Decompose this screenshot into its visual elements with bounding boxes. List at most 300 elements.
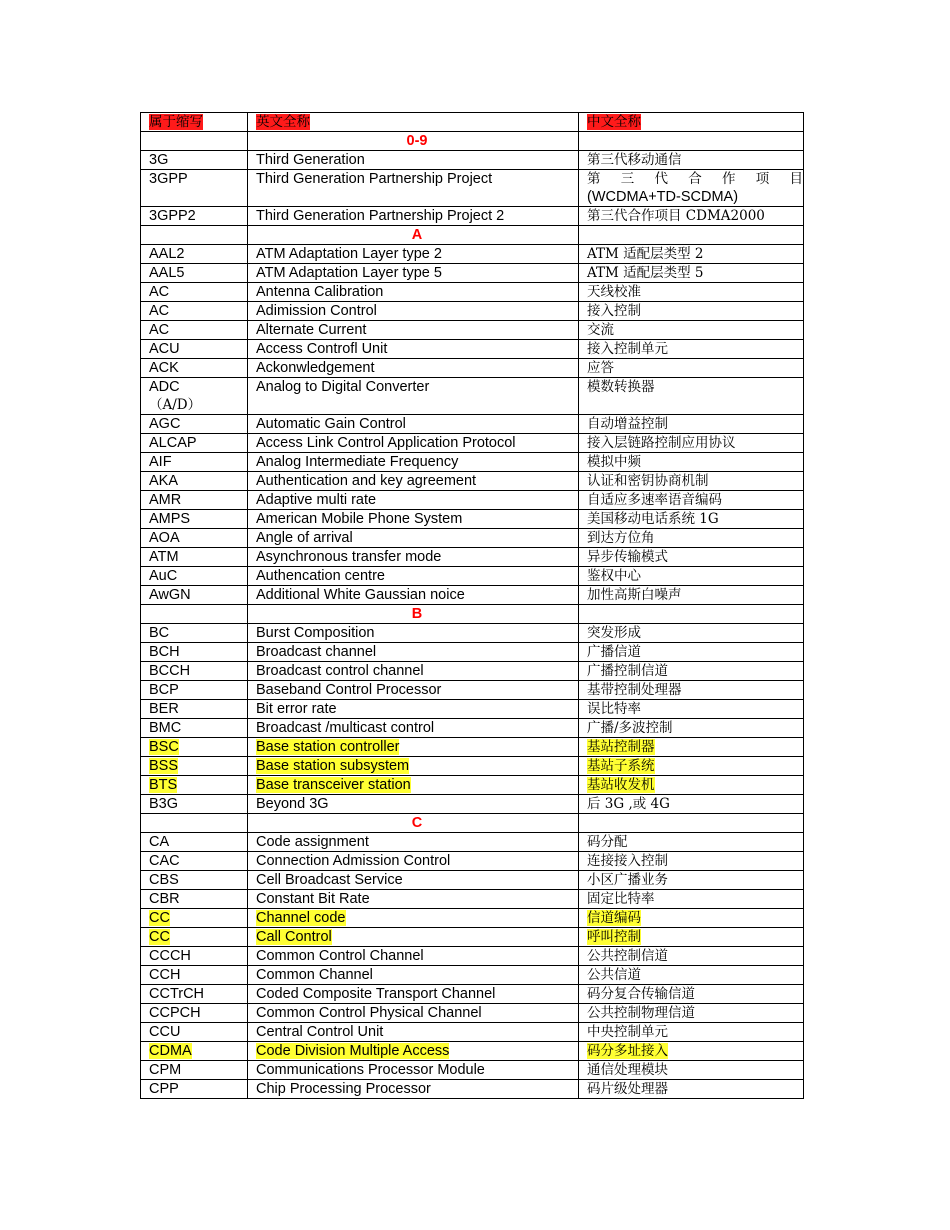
abbr-cell — [141, 1023, 248, 1042]
abbr-text: ADC — [149, 379, 180, 395]
abbr-text: AwGN — [149, 587, 191, 603]
table-row — [141, 170, 804, 207]
abbr-cell — [141, 643, 248, 662]
chinese-text: 广播信道 — [587, 644, 641, 660]
english-cell — [248, 529, 579, 548]
chinese-cell — [579, 909, 804, 928]
header-abbr-cell — [141, 113, 248, 132]
english-cell — [248, 1042, 579, 1061]
abbr-text: ALCAP — [149, 435, 197, 451]
chinese-text: 加性高斯白噪声 — [587, 587, 682, 603]
table-row — [141, 776, 804, 795]
english-text: Baseband Control Processor — [256, 682, 442, 698]
chinese-text: 广播/多波控制 — [587, 720, 673, 736]
english-cell — [248, 1061, 579, 1080]
abbr-text: ACU — [149, 341, 180, 357]
abbr-cell — [141, 662, 248, 681]
table-row — [141, 643, 804, 662]
chinese-text: 自适应多速率语音编码 — [587, 492, 722, 508]
table-row — [141, 378, 804, 415]
chinese-cell — [579, 890, 804, 909]
chinese-cell — [579, 833, 804, 852]
abbr-text: CCCH — [149, 948, 191, 964]
chinese-cell — [579, 415, 804, 434]
abbr-text: B3G — [149, 796, 179, 812]
abbr-text: AC — [149, 303, 170, 319]
abbr-text: BTS — [149, 777, 178, 793]
english-text: Third Generation Partnership Project — [256, 171, 493, 187]
english-cell — [248, 434, 579, 453]
chinese-text: 异步传输模式 — [587, 549, 668, 565]
table-row — [141, 719, 804, 738]
table-row — [141, 795, 804, 814]
chinese-cell — [579, 1080, 804, 1099]
english-cell — [248, 378, 579, 415]
english-text: American Mobile Phone System — [256, 511, 463, 527]
chinese-text: 美国移动电话系统 1G — [587, 511, 719, 527]
abbr-text: 3GPP2 — [149, 208, 196, 224]
chinese-text: 模拟中频 — [587, 454, 641, 470]
english-text: Channel code — [256, 910, 346, 926]
english-text: Analog to Digital Converter — [256, 379, 430, 395]
chinese-cell — [579, 151, 804, 170]
chinese-text: 接入层链路控制应用协议 — [587, 435, 736, 451]
abbr-text: BSS — [149, 758, 179, 774]
abbr-cell — [141, 966, 248, 985]
section-empty-cell — [141, 132, 248, 151]
abbr-text: CPP — [149, 1081, 179, 1097]
english-text: Third Generation Partnership Project 2 — [256, 208, 505, 224]
abbr-cell — [141, 302, 248, 321]
abbr-cell — [141, 1061, 248, 1080]
table-row — [141, 871, 804, 890]
abbr-cell — [141, 378, 248, 415]
english-text: Angle of arrival — [256, 530, 353, 546]
abbr-text: BSC — [149, 739, 179, 755]
chinese-text: 后 3G ,或 4G — [587, 796, 670, 812]
english-cell — [248, 719, 579, 738]
chinese-text: 突发形成 — [587, 625, 641, 641]
english-cell — [248, 151, 579, 170]
chinese-cell — [579, 548, 804, 567]
table-row — [141, 738, 804, 757]
abbr-cell — [141, 852, 248, 871]
english-text: Beyond 3G — [256, 796, 329, 812]
english-cell — [248, 586, 579, 605]
table-row — [141, 472, 804, 491]
table-row — [141, 757, 804, 776]
abbr-cell — [141, 434, 248, 453]
english-cell — [248, 928, 579, 947]
english-cell — [248, 340, 579, 359]
english-cell — [248, 700, 579, 719]
chinese-cell — [579, 947, 804, 966]
english-text: Third Generation — [256, 152, 365, 168]
abbr-cell — [141, 738, 248, 757]
section-label: A — [248, 226, 579, 245]
english-text: Additional White Gaussian noice — [256, 587, 465, 603]
chinese-cell — [579, 340, 804, 359]
header-english-cell — [248, 113, 579, 132]
english-text: Common Channel — [256, 967, 373, 983]
abbr-text: AuC — [149, 568, 178, 584]
chinese-cell — [579, 586, 804, 605]
chinese-cell — [579, 302, 804, 321]
table-row — [141, 151, 804, 170]
abbreviation-table — [140, 112, 804, 1099]
chinese-text: 码分复合传输信道 — [587, 986, 695, 1002]
chinese-text: 第三代移动通信 — [587, 152, 682, 168]
abbr-cell — [141, 170, 248, 207]
chinese-cell — [579, 283, 804, 302]
chinese-text: 应答 — [587, 360, 614, 376]
english-cell — [248, 567, 579, 586]
table-row — [141, 681, 804, 700]
english-text: ATM Adaptation Layer type 5 — [256, 265, 442, 281]
chinese-text: 连接接入控制 — [587, 853, 668, 869]
english-text: Ackonwledgement — [256, 360, 375, 376]
abbr-text: CC — [149, 929, 170, 945]
chinese-cell — [579, 434, 804, 453]
table-header-row — [141, 113, 804, 132]
english-cell — [248, 776, 579, 795]
table-row — [141, 1080, 804, 1099]
table-row — [141, 700, 804, 719]
chinese-text: 鉴权中心 — [587, 568, 641, 584]
table-row — [141, 985, 804, 1004]
abbr-text: CBR — [149, 891, 180, 907]
english-text: Base station controller — [256, 739, 400, 755]
english-cell — [248, 491, 579, 510]
english-cell — [248, 738, 579, 757]
abbr-text: CAC — [149, 853, 180, 869]
abbr-text: AAL2 — [149, 246, 185, 262]
table-row — [141, 966, 804, 985]
chinese-text: 广播控制信道 — [587, 663, 668, 679]
table-row — [141, 434, 804, 453]
english-text: Access Link Control Application Protocol — [256, 435, 516, 451]
english-text: Coded Composite Transport Channel — [256, 986, 496, 1002]
table-row — [141, 264, 804, 283]
english-text: Code Division Multiple Access — [256, 1043, 450, 1059]
table-row — [141, 1061, 804, 1080]
table-row — [141, 567, 804, 586]
chinese-text: 交流 — [587, 322, 614, 338]
abbr-text: CC — [149, 910, 170, 926]
abbr-cell — [141, 624, 248, 643]
table-row — [141, 947, 804, 966]
abbr-text: AKA — [149, 473, 179, 489]
abbr-text: AC — [149, 322, 170, 338]
section-row — [141, 132, 804, 151]
chinese-text: 天线校准 — [587, 284, 641, 300]
abbr-text: 3GPP — [149, 171, 188, 187]
abbr-text: AOA — [149, 530, 180, 546]
abbr-text: CDMA — [149, 1043, 192, 1059]
chinese-cell — [579, 852, 804, 871]
chinese-cell — [579, 985, 804, 1004]
abbr-cell — [141, 207, 248, 226]
chinese-text: 码分多址接入 — [587, 1043, 668, 1059]
english-cell — [248, 283, 579, 302]
table-row — [141, 510, 804, 529]
abbr-text: BMC — [149, 720, 182, 736]
table-row — [141, 359, 804, 378]
chinese-text: 公共控制物理信道 — [587, 1005, 695, 1021]
abbr-cell — [141, 1080, 248, 1099]
abbr-text-line2: （A/D） — [149, 397, 202, 413]
table-row — [141, 453, 804, 472]
abbr-cell — [141, 529, 248, 548]
abbr-cell — [141, 491, 248, 510]
english-text: Base station subsystem — [256, 758, 410, 774]
english-text: ATM Adaptation Layer type 2 — [256, 246, 442, 262]
abbr-cell — [141, 453, 248, 472]
english-text: Code assignment — [256, 834, 369, 850]
chinese-cell — [579, 871, 804, 890]
chinese-cell — [579, 624, 804, 643]
section-row — [141, 605, 804, 624]
chinese-cell — [579, 681, 804, 700]
abbr-text: ATM — [149, 549, 179, 565]
abbr-cell — [141, 833, 248, 852]
english-text: Common Control Channel — [256, 948, 424, 964]
english-cell — [248, 472, 579, 491]
chinese-cell — [579, 321, 804, 340]
english-cell — [248, 170, 579, 207]
english-text: Broadcast control channel — [256, 663, 424, 679]
section-empty-cell — [579, 605, 804, 624]
english-text: Analog Intermediate Frequency — [256, 454, 459, 470]
english-text: Authencation centre — [256, 568, 385, 584]
abbr-text: AAL5 — [149, 265, 185, 281]
english-text: Broadcast /multicast control — [256, 720, 435, 736]
abbr-text: CCH — [149, 967, 181, 983]
header-chinese: 中文全称 — [587, 114, 641, 130]
abbr-cell — [141, 700, 248, 719]
english-cell — [248, 852, 579, 871]
english-cell — [248, 245, 579, 264]
abbr-cell — [141, 757, 248, 776]
abbr-text: BCCH — [149, 663, 191, 679]
section-empty-cell — [579, 226, 804, 245]
chinese-cell — [579, 453, 804, 472]
chinese-cell — [579, 245, 804, 264]
table-row — [141, 909, 804, 928]
section-label: 0-9 — [248, 132, 579, 151]
table-row — [141, 245, 804, 264]
english-cell — [248, 264, 579, 283]
section-empty-cell — [141, 605, 248, 624]
chinese-cell — [579, 1061, 804, 1080]
english-cell — [248, 662, 579, 681]
chinese-text: 公共信道 — [587, 967, 641, 983]
chinese-text: 公共控制信道 — [587, 948, 668, 964]
section-empty-cell — [141, 814, 248, 833]
abbr-cell — [141, 681, 248, 700]
table-row — [141, 852, 804, 871]
english-cell — [248, 890, 579, 909]
english-cell — [248, 795, 579, 814]
abbr-cell — [141, 548, 248, 567]
section-empty-cell — [141, 226, 248, 245]
english-text: Authentication and key agreement — [256, 473, 477, 489]
abbr-cell — [141, 909, 248, 928]
english-cell — [248, 624, 579, 643]
chinese-text: 基站收发机 — [587, 777, 655, 793]
english-cell — [248, 1004, 579, 1023]
abbr-cell — [141, 151, 248, 170]
abbr-text: CPM — [149, 1062, 182, 1078]
chinese-text: ATM 适配层类型 5 — [587, 265, 704, 281]
chinese-cell — [579, 529, 804, 548]
abbr-cell — [141, 359, 248, 378]
chinese-text: 到达方位角 — [587, 530, 655, 546]
chinese-cell — [579, 700, 804, 719]
table-row — [141, 491, 804, 510]
english-cell — [248, 871, 579, 890]
chinese-text: 第三代合作项目 CDMA2000 — [587, 208, 765, 224]
abbr-text: 3G — [149, 152, 169, 168]
table-row — [141, 1042, 804, 1061]
abbr-text: AMPS — [149, 511, 191, 527]
abbr-text: AMR — [149, 492, 182, 508]
table-row — [141, 1023, 804, 1042]
abbr-cell — [141, 472, 248, 491]
chinese-text: 码片级处理器 — [587, 1081, 668, 1097]
header-chinese-cell — [579, 113, 804, 132]
english-cell — [248, 510, 579, 529]
abbr-cell — [141, 871, 248, 890]
chinese-text: 第三代合作项目 — [587, 171, 803, 187]
chinese-cell — [579, 567, 804, 586]
chinese-text: 自动增益控制 — [587, 416, 668, 432]
english-text: Access Controfl Unit — [256, 341, 388, 357]
table-row — [141, 662, 804, 681]
chinese-cell — [579, 491, 804, 510]
english-cell — [248, 321, 579, 340]
abbr-cell — [141, 245, 248, 264]
table-row — [141, 207, 804, 226]
english-cell — [248, 453, 579, 472]
chinese-cell — [579, 738, 804, 757]
abbr-cell — [141, 283, 248, 302]
chinese-text: 基站控制器 — [587, 739, 655, 755]
english-cell — [248, 207, 579, 226]
chinese-cell — [579, 776, 804, 795]
english-text: Asynchronous transfer mode — [256, 549, 442, 565]
table-row — [141, 283, 804, 302]
chinese-text: 接入控制单元 — [587, 341, 668, 357]
section-empty-cell — [579, 814, 804, 833]
chinese-cell — [579, 510, 804, 529]
abbr-cell — [141, 586, 248, 605]
chinese-cell — [579, 928, 804, 947]
english-text: Central Control Unit — [256, 1024, 384, 1040]
english-text: Adimission Control — [256, 303, 377, 319]
abbr-text: BCH — [149, 644, 180, 660]
abbr-text: BC — [149, 625, 170, 641]
english-cell — [248, 909, 579, 928]
abbr-cell — [141, 776, 248, 795]
abbr-cell — [141, 1004, 248, 1023]
table-row — [141, 302, 804, 321]
abbr-text: CA — [149, 834, 170, 850]
english-text: Common Control Physical Channel — [256, 1005, 482, 1021]
abbr-text: BCP — [149, 682, 179, 698]
abbr-text: AC — [149, 284, 170, 300]
chinese-cell — [579, 264, 804, 283]
chinese-text: 基带控制处理器 — [587, 682, 682, 698]
table-row — [141, 586, 804, 605]
english-cell — [248, 1080, 579, 1099]
abbr-cell — [141, 415, 248, 434]
chinese-cell — [579, 207, 804, 226]
table-row — [141, 928, 804, 947]
chinese-text: 信道编码 — [587, 910, 641, 926]
abbr-cell — [141, 510, 248, 529]
chinese-cell — [579, 719, 804, 738]
abbr-cell — [141, 567, 248, 586]
english-text: Connection Admission Control — [256, 853, 451, 869]
english-cell — [248, 681, 579, 700]
english-cell — [248, 947, 579, 966]
section-label: B — [248, 605, 579, 624]
table-row — [141, 1004, 804, 1023]
chinese-cell — [579, 795, 804, 814]
table-row — [141, 548, 804, 567]
english-text: Bit error rate — [256, 701, 337, 717]
english-cell — [248, 1023, 579, 1042]
chinese-cell — [579, 1042, 804, 1061]
english-text: Adaptive multi rate — [256, 492, 377, 508]
section-empty-cell — [579, 132, 804, 151]
section-row — [141, 814, 804, 833]
english-text: Base transceiver station — [256, 777, 411, 793]
english-text: Broadcast channel — [256, 644, 377, 660]
table-row — [141, 624, 804, 643]
english-cell — [248, 548, 579, 567]
chinese-text: 小区广播业务 — [587, 872, 668, 888]
abbr-text: CBS — [149, 872, 179, 888]
english-cell — [248, 359, 579, 378]
abbr-text: AGC — [149, 416, 181, 432]
chinese-cell — [579, 966, 804, 985]
chinese-text: 认证和密钥协商机制 — [587, 473, 709, 489]
section-row — [141, 226, 804, 245]
abbr-cell — [141, 264, 248, 283]
table-row — [141, 415, 804, 434]
abbr-text: CCTrCH — [149, 986, 205, 1002]
abbr-text: BER — [149, 701, 179, 717]
english-cell — [248, 966, 579, 985]
chinese-text: ATM 适配层类型 2 — [587, 246, 704, 262]
chinese-text: 误比特率 — [587, 701, 641, 717]
abbr-cell — [141, 795, 248, 814]
english-cell — [248, 757, 579, 776]
english-cell — [248, 643, 579, 662]
english-text: Communications Processor Module — [256, 1062, 485, 1078]
chinese-text-line2: (WCDMA+TD-SCDMA) — [587, 189, 739, 205]
abbr-cell — [141, 928, 248, 947]
abbr-text: CCU — [149, 1024, 181, 1040]
abbr-text: ACK — [149, 360, 179, 376]
english-cell — [248, 833, 579, 852]
abbr-cell — [141, 1042, 248, 1061]
abbr-cell — [141, 947, 248, 966]
chinese-text: 基站子系统 — [587, 758, 655, 774]
chinese-cell — [579, 662, 804, 681]
